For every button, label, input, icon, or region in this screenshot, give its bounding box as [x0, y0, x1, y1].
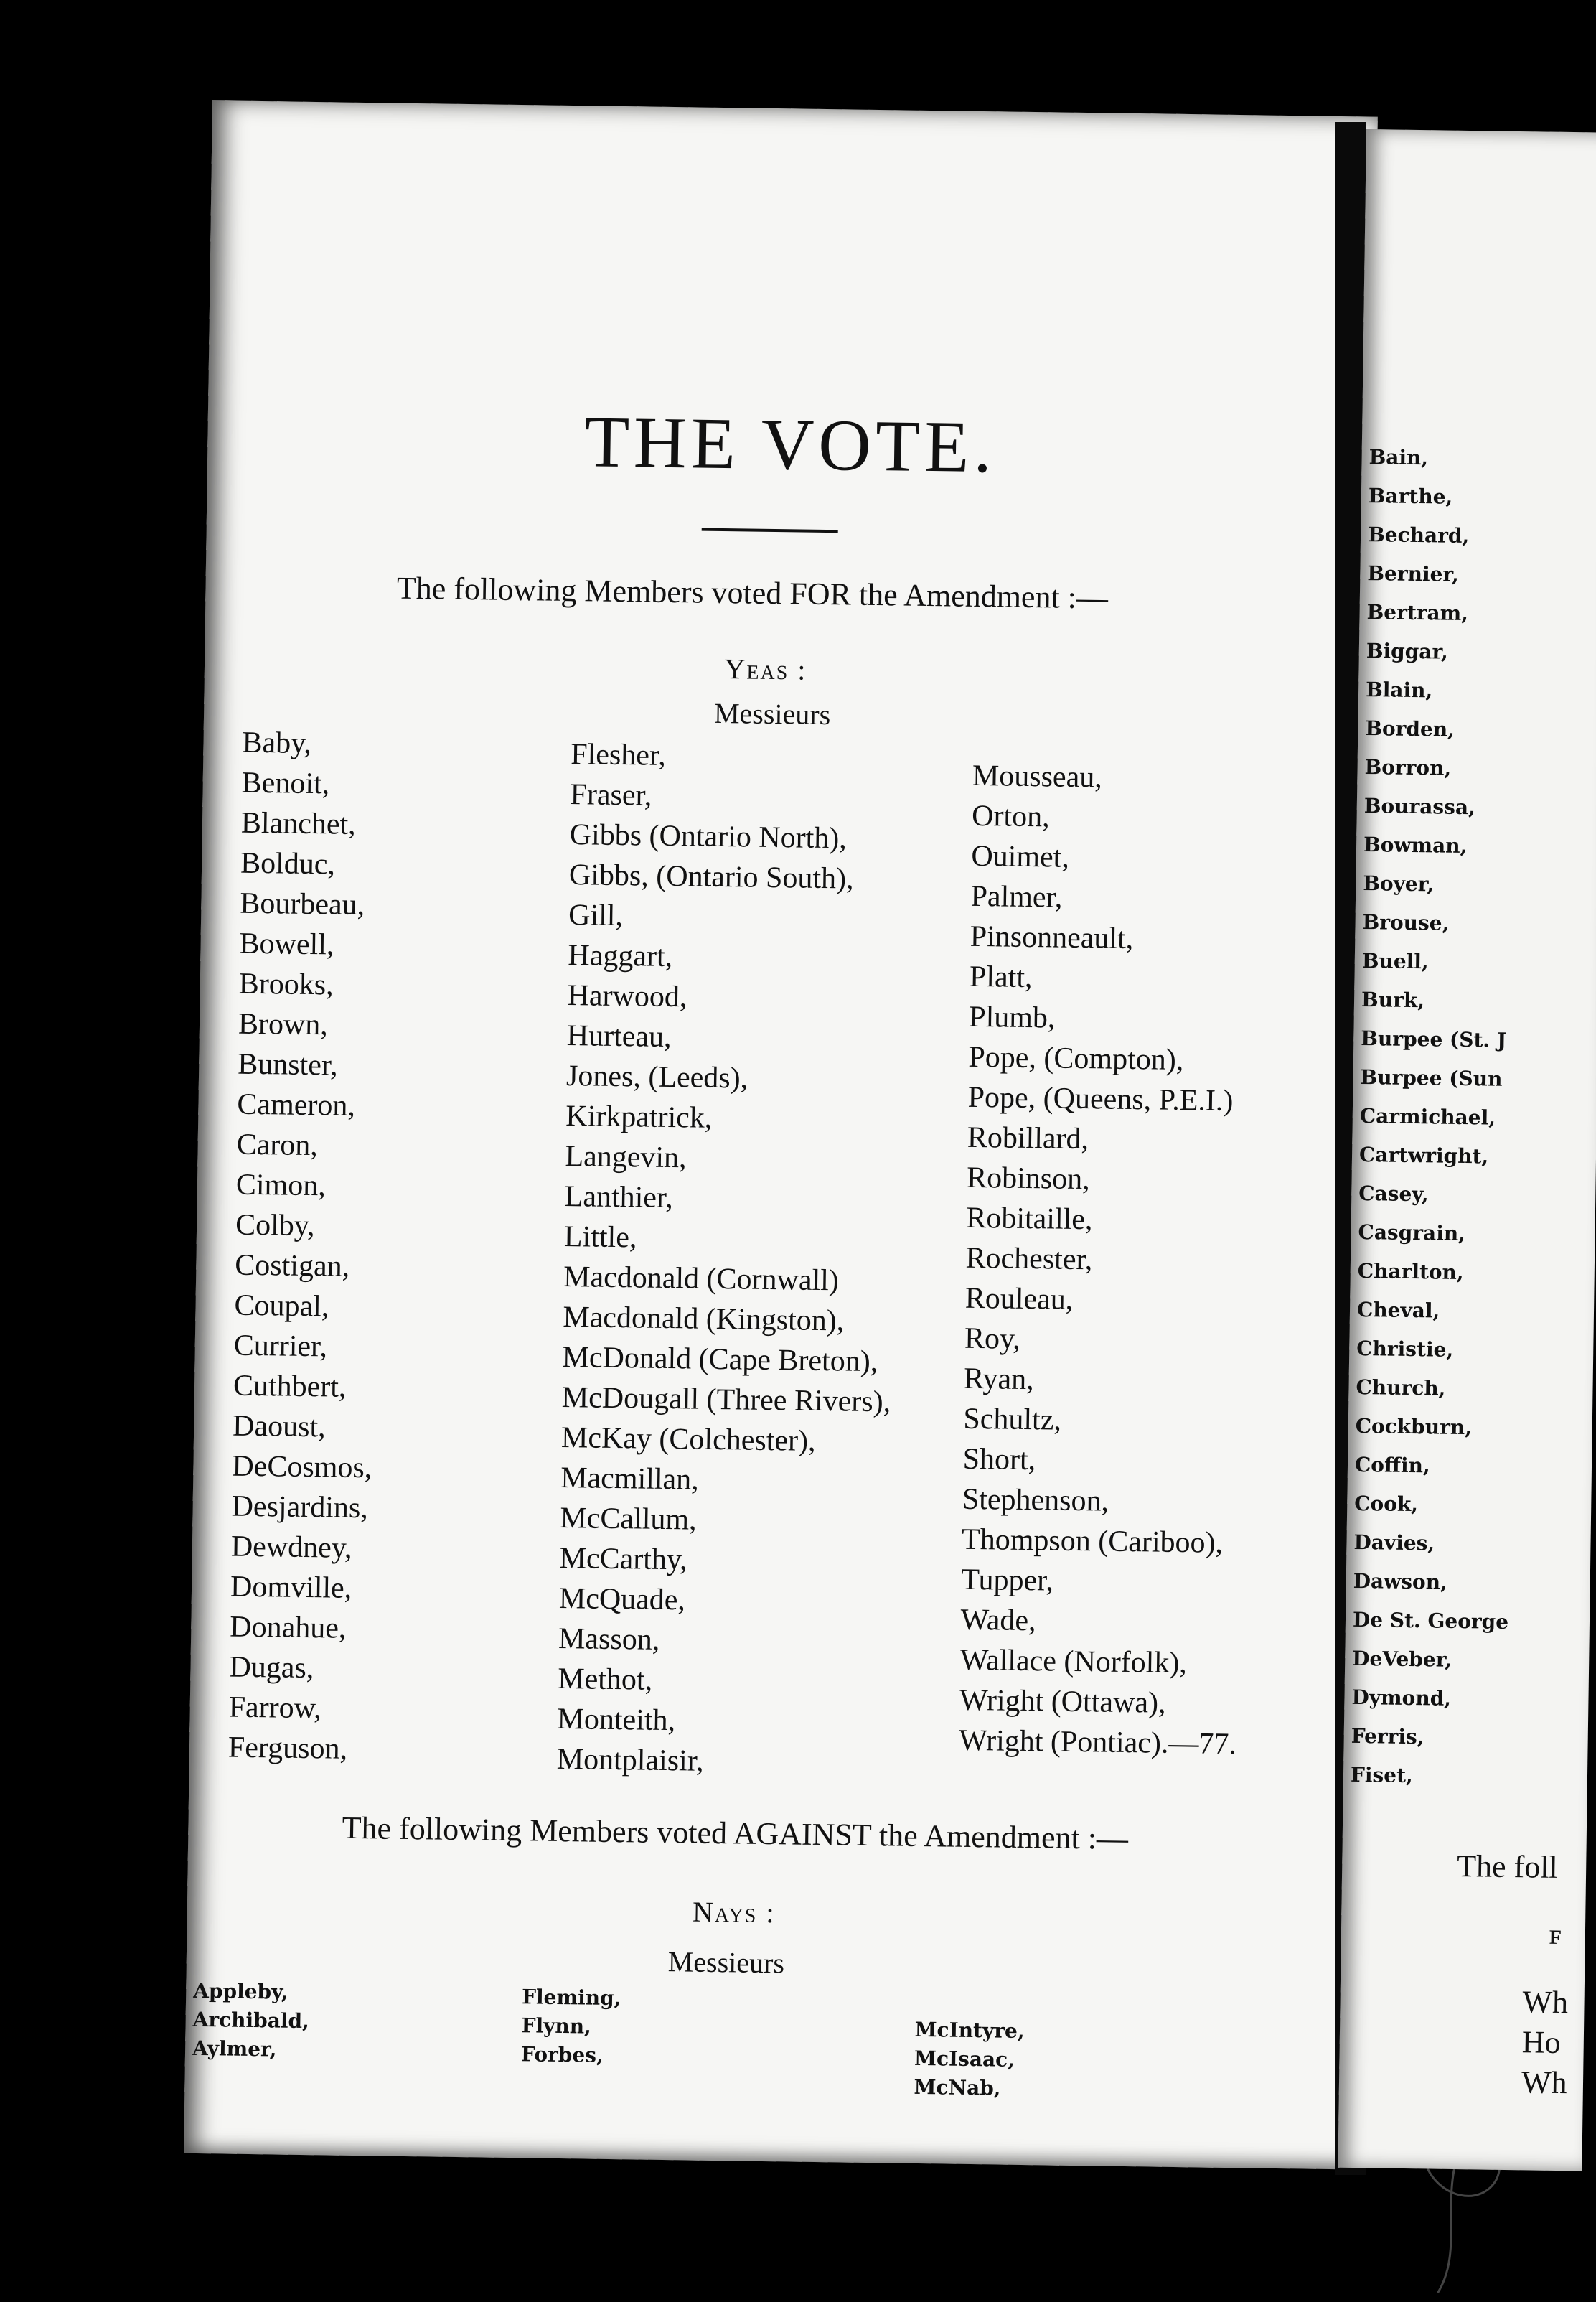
title-rule: [702, 528, 838, 533]
member-name: Bowman,: [1363, 833, 1468, 858]
member-name: Casgrain,: [1358, 1220, 1466, 1246]
member-name: Coupal,: [234, 1288, 329, 1324]
member-name: Dugas,: [229, 1650, 314, 1685]
yeas-column-2: [556, 734, 900, 1784]
member-name: McIsaac,: [914, 2046, 1015, 2072]
member-name: DeVeber,: [1352, 1646, 1452, 1672]
member-name: Brown,: [238, 1007, 329, 1042]
member-name: Robinson,: [966, 1161, 1090, 1197]
member-name: Bechard,: [1367, 523, 1470, 548]
member-name: Gill,: [568, 899, 624, 933]
member-name: Kirkpatrick,: [565, 1100, 713, 1135]
member-name: Pope, (Queens, P.E.I.): [967, 1080, 1234, 1118]
member-name: Aylmer,: [192, 2036, 277, 2062]
member-name: Gibbs (Ontario North),: [569, 818, 848, 856]
member-name: Plumb,: [968, 1000, 1056, 1035]
member-name: Platt,: [969, 960, 1033, 995]
member-name: Bain,: [1369, 445, 1429, 470]
yeas-heading: Yeas :: [724, 652, 807, 686]
member-name: Bowell,: [239, 927, 334, 962]
yeas-column-3: [959, 756, 1250, 1764]
member-name: Rouleau,: [964, 1281, 1074, 1316]
member-name: Baby,: [242, 726, 312, 761]
member-name: Flynn,: [521, 2013, 592, 2039]
member-name: Ferris,: [1351, 1723, 1424, 1749]
member-name: Davies,: [1353, 1530, 1435, 1555]
member-name: Haggart,: [568, 939, 673, 974]
nays-column-1: [192, 1977, 310, 2064]
member-name: Borden,: [1365, 716, 1455, 741]
member-name: Hurteau,: [566, 1019, 672, 1054]
member-name: Pinsonneault,: [970, 920, 1134, 956]
member-name: Dewdney,: [230, 1530, 352, 1565]
member-name: Roy,: [964, 1321, 1021, 1356]
member-name: Cook,: [1354, 1491, 1419, 1517]
member-name: Short,: [962, 1442, 1036, 1477]
member-name: Robillard,: [967, 1120, 1089, 1156]
member-name: Orton,: [971, 799, 1050, 834]
member-name: Cuthbert,: [233, 1369, 347, 1404]
left-page: [184, 100, 1378, 2169]
member-name: Ferguson,: [227, 1731, 348, 1766]
member-name: Blain,: [1365, 678, 1433, 703]
member-name: Benoit,: [241, 766, 330, 801]
member-name: Burk,: [1361, 988, 1425, 1013]
member-name: Langevin,: [565, 1140, 687, 1175]
member-name: Wade,: [960, 1603, 1036, 1638]
member-name: Stephenson,: [962, 1482, 1109, 1518]
member-name: Daoust,: [232, 1409, 327, 1444]
member-name: Mousseau,: [972, 759, 1103, 795]
nays-heading: Nays :: [692, 1895, 776, 1929]
member-name: Bourbeau,: [240, 886, 365, 922]
member-name: Coffin,: [1354, 1452, 1430, 1478]
member-name: Appleby,: [192, 1978, 288, 2004]
member-name: Brooks,: [238, 967, 334, 1002]
member-name: Ryan,: [963, 1362, 1035, 1397]
member-name: Borron,: [1364, 755, 1452, 780]
for-intro: The following Members voted FOR the Amendment :—: [396, 570, 1109, 616]
member-name: Cameron,: [237, 1087, 356, 1123]
member-name: Casey,: [1358, 1181, 1429, 1207]
member-name: DeCosmos,: [232, 1449, 372, 1485]
member-name: Fleming,: [521, 1985, 621, 2011]
right-frag-wh1: Wh: [1522, 1984, 1569, 2021]
member-name: Cartwright,: [1358, 1143, 1489, 1169]
member-name: Bourassa,: [1363, 794, 1476, 820]
member-name: Palmer,: [970, 879, 1063, 914]
member-name: Biggar,: [1366, 639, 1449, 664]
member-name: Donahue,: [229, 1610, 347, 1645]
member-name: Church,: [1356, 1375, 1446, 1400]
nays-column-3: [914, 2016, 1025, 2103]
right-page-names: [1351, 438, 1525, 1797]
member-name: Macdonald (Kingston),: [563, 1300, 845, 1338]
member-name: Cheval,: [1356, 1297, 1440, 1323]
member-name: Ouimet,: [971, 839, 1070, 874]
member-name: Macdonald (Cornwall): [563, 1260, 840, 1298]
member-name: Wright (Ottawa),: [959, 1683, 1166, 1720]
member-name: De St. George: [1352, 1607, 1509, 1634]
member-name: Bertram,: [1366, 600, 1469, 626]
member-name: Blanchet,: [240, 806, 357, 841]
member-name: Harwood,: [567, 979, 687, 1014]
member-name: Schultz,: [963, 1402, 1062, 1437]
member-name: Fiset,: [1350, 1762, 1413, 1788]
member-name: Wright (Pontiac).—77.: [958, 1723, 1237, 1761]
member-name: Colby,: [235, 1208, 315, 1243]
page-title: THE VOTE.: [583, 401, 997, 489]
member-name: Caron,: [236, 1128, 319, 1163]
member-name: Boyer,: [1363, 871, 1435, 897]
member-name: Archibald,: [192, 2007, 310, 2034]
member-name: Wallace (Norfolk),: [959, 1643, 1188, 1680]
member-name: Burpee (Sun: [1360, 1065, 1503, 1091]
member-name: Masson,: [558, 1622, 660, 1657]
member-name: Montplaisir,: [556, 1742, 704, 1778]
member-name: Desjardins,: [231, 1489, 369, 1525]
right-frag-wh2: Wh: [1521, 2064, 1567, 2101]
member-name: Bunster,: [237, 1047, 339, 1082]
nays-column-2: [521, 1983, 621, 2070]
member-name: McKay (Colchester),: [560, 1421, 816, 1458]
right-frag-ho: Ho: [1521, 2024, 1561, 2061]
member-name: Brouse,: [1362, 910, 1450, 935]
member-name: Flesher,: [571, 738, 667, 772]
member-name: McDougall (Three Rivers),: [561, 1380, 891, 1419]
member-name: McCarthy,: [559, 1541, 688, 1577]
member-name: Forbes,: [520, 2042, 604, 2067]
member-name: Cockburn,: [1355, 1413, 1473, 1440]
member-name: Thompson (Cariboo),: [961, 1522, 1224, 1560]
member-name: Domville,: [230, 1570, 352, 1605]
member-name: Cimon,: [235, 1168, 327, 1203]
member-name: Charlton,: [1357, 1258, 1464, 1285]
member-name: Carmichael,: [1359, 1104, 1496, 1130]
member-name: Farrow,: [228, 1690, 322, 1726]
member-name: McQuade,: [558, 1581, 686, 1617]
member-name: McDonald (Cape Breton),: [562, 1340, 878, 1379]
member-name: Tupper,: [961, 1563, 1054, 1598]
member-name: Christie,: [1356, 1336, 1454, 1362]
right-frag-following: The foll: [1456, 1848, 1559, 1885]
member-name: Macmillan,: [560, 1461, 700, 1497]
yeas-column-1: [228, 723, 382, 1770]
member-name: McIntyre,: [914, 2017, 1025, 2044]
right-frag-f: F: [1549, 1926, 1562, 1950]
member-name: Pope, (Compton),: [968, 1040, 1184, 1077]
member-name: McCallum,: [560, 1501, 697, 1537]
member-name: Fraser,: [570, 778, 652, 813]
member-name: Rochester,: [965, 1241, 1093, 1277]
member-name: Lanthier,: [564, 1180, 674, 1215]
member-name: Bernier,: [1367, 561, 1460, 586]
nays-messieurs: Messieurs: [667, 1945, 785, 1980]
yeas-messieurs: Messieurs: [713, 696, 831, 731]
member-name: Monteith,: [557, 1702, 676, 1738]
right-page: [1338, 129, 1596, 2171]
member-name: Jones, (Leeds),: [565, 1059, 748, 1095]
member-name: Methot,: [558, 1662, 653, 1697]
member-name: Burpee (St. J: [1361, 1026, 1507, 1052]
against-intro: The following Members voted AGAINST the Amendment :—: [342, 1810, 1129, 1857]
member-name: Currier,: [233, 1329, 328, 1364]
member-name: Dawson,: [1353, 1568, 1448, 1594]
member-name: McNab,: [914, 2074, 1001, 2100]
member-name: Barthe,: [1368, 484, 1453, 509]
member-name: Costigan,: [235, 1248, 350, 1283]
member-name: Little,: [563, 1220, 637, 1255]
member-name: Buell,: [1361, 949, 1429, 974]
member-name: Robitaille,: [966, 1201, 1093, 1237]
member-name: Bolduc,: [240, 846, 336, 881]
member-name: Dymond,: [1351, 1685, 1452, 1711]
member-name: Gibbs, (Ontario South),: [568, 858, 854, 896]
